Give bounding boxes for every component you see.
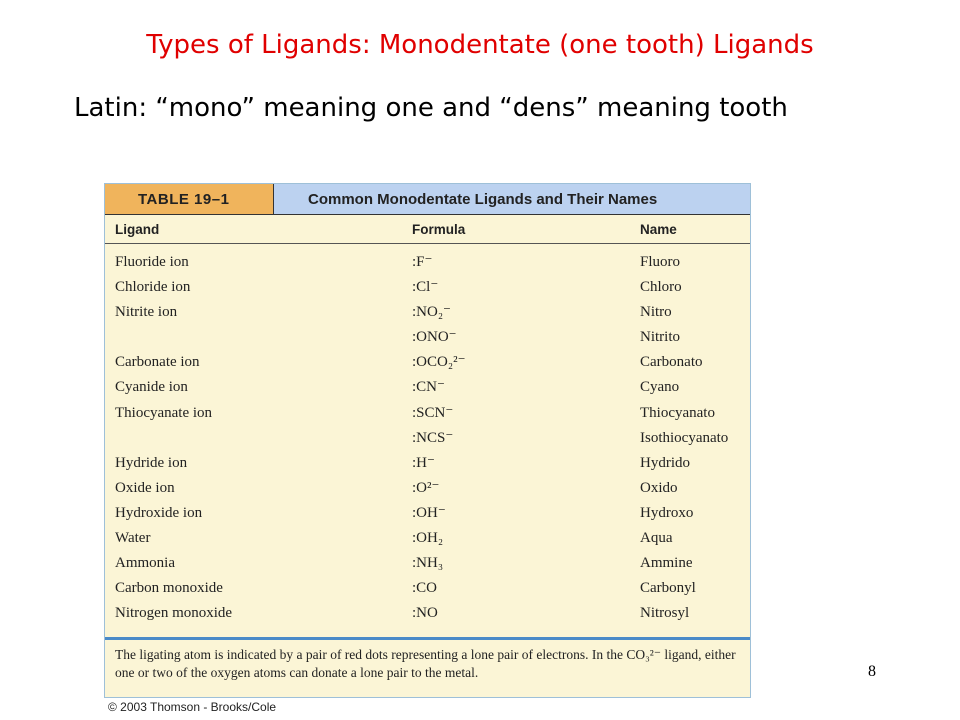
formula-cell: :ONO⁻	[412, 329, 457, 346]
formula-cell: :SCN⁻	[412, 404, 454, 421]
table-row	[105, 375, 750, 400]
name-cell: Hydroxo	[640, 504, 694, 521]
ligand-cell: Nitrogen monoxide	[115, 605, 233, 622]
ligand-cell: Fluoride ion	[115, 254, 189, 270]
name-cell: Fluoro	[640, 254, 681, 270]
table-row	[105, 250, 750, 275]
formula-cell: :NO₂⁻	[412, 304, 451, 321]
formula-cell: :NH₃	[412, 555, 444, 572]
formula-cell: :Cl⁻	[412, 279, 439, 296]
name-cell: Nitrito	[640, 329, 680, 346]
table-row	[105, 526, 750, 551]
table-body	[105, 250, 750, 626]
slide-subtitle: Latin: “mono” meaning one and “dens” meaning tooth	[74, 93, 788, 123]
table-row	[105, 601, 750, 626]
formula-cell: :H⁻	[412, 454, 435, 471]
ligand-table	[104, 183, 751, 698]
table-row	[105, 300, 750, 325]
table-row	[105, 426, 750, 451]
name-cell: Nitro	[640, 304, 672, 321]
name-cell: Chloro	[640, 279, 682, 296]
formula-cell: :O²⁻	[412, 479, 440, 496]
name-cell: Carbonato	[640, 354, 703, 371]
copyright-notice: © 2003 Thomson - Brooks/Cole	[108, 700, 277, 714]
name-cell: Oxido	[640, 479, 678, 496]
table-row	[105, 551, 750, 576]
column-header-formula: Formula	[412, 222, 466, 237]
table-row	[105, 350, 750, 375]
ligand-cell: Chloride ion	[115, 279, 191, 296]
formula-cell: :F⁻	[412, 254, 433, 270]
ligand-cell: Cyanide ion	[115, 379, 188, 396]
table-row	[105, 401, 750, 426]
formula-cell: :NO	[412, 605, 438, 622]
name-cell: Isothiocyanato	[640, 429, 729, 446]
table-title: Common Monodentate Ligands and Their Names	[273, 184, 750, 215]
formula-cell: :CN⁻	[412, 379, 445, 396]
ligand-cell: Carbonate ion	[115, 354, 200, 371]
ligand-cell: Oxide ion	[115, 479, 175, 496]
table-row	[105, 501, 750, 526]
formula-cell: :OH₂	[412, 530, 444, 547]
name-cell: Carbonyl	[640, 580, 696, 597]
footer-rule	[105, 637, 750, 640]
table-row	[105, 275, 750, 300]
ligand-cell: Thiocyanate ion	[115, 404, 213, 421]
formula-cell: :OH⁻	[412, 504, 446, 521]
table-row	[105, 451, 750, 476]
header-divider	[105, 243, 750, 244]
ligand-cell: Water	[115, 530, 151, 547]
ligand-cell: Ammonia	[115, 555, 175, 572]
formula-cell: :OCO₂²⁻	[412, 354, 466, 371]
ligand-cell: Nitrite ion	[115, 304, 178, 321]
table-row	[105, 576, 750, 601]
formula-cell: :CO	[412, 580, 438, 597]
slide-title: Types of Ligands: Monodentate (one tooth) Ligands	[146, 30, 814, 60]
ligand-cell: Carbon monoxide	[115, 580, 223, 597]
name-cell: Ammine	[640, 555, 693, 572]
page-number: 8	[868, 663, 876, 680]
ligand-cell: Hydride ion	[115, 454, 188, 471]
ligand-cell: Hydroxide ion	[115, 504, 203, 521]
name-cell: Cyano	[640, 379, 680, 396]
name-cell: Hydrido	[640, 454, 690, 471]
name-cell: Thiocyanato	[640, 404, 715, 421]
column-header-name: Name	[640, 222, 677, 237]
table-row	[105, 476, 750, 501]
column-header-ligand: Ligand	[115, 222, 160, 237]
name-cell: Aqua	[640, 530, 673, 547]
table-row	[105, 325, 750, 350]
table-footnote: The ligating atom is indicated by a pair of red dots representing a lone pair of electrons. In the CO₃²⁻ ligand, either one or two of the oxygen atoms can donate a lone pair to the metal.	[115, 647, 736, 680]
table-number-label: TABLE 19–1	[105, 184, 273, 215]
formula-cell: :NCS⁻	[412, 429, 454, 446]
name-cell: Nitrosyl	[640, 605, 690, 622]
